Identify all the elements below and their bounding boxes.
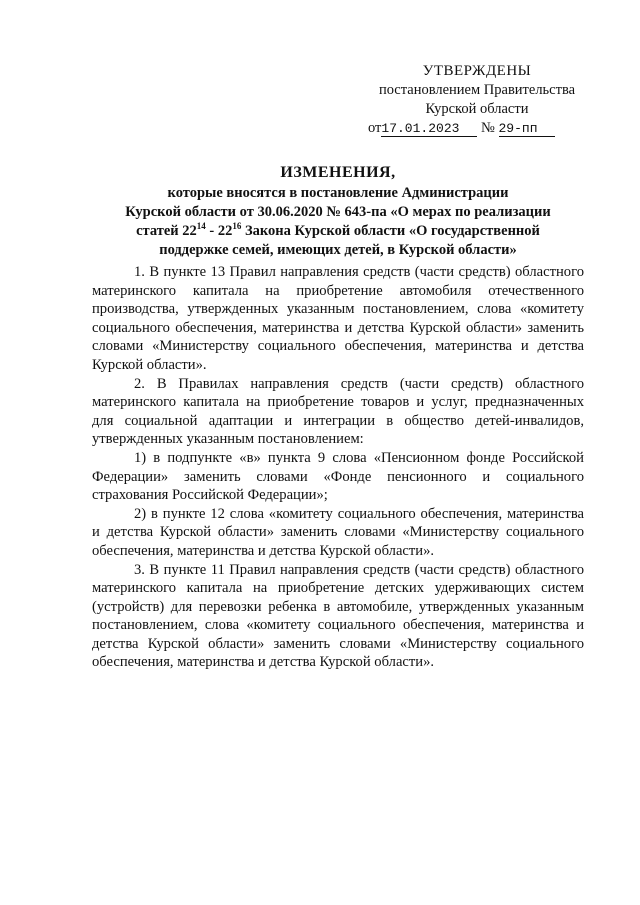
date-prefix: от <box>368 120 382 136</box>
paragraph-item-3: 3. В пункте 11 Правил направления средств (части средств) областного материнского капитала на приобретение детских удерживающих систем (устройств) для перевозки ребенка в автомобиле, утвержденных указанным постановлением, слова «комитету социального обеспечения, материнства и детства Курской области» заменить словами «Министерству социального обеспечения, материнства и детства Курской области». <box>92 561 584 671</box>
approval-date-line <box>362 119 592 138</box>
subtitle-line-4: поддержке семей, имеющих детей, в Курской области» <box>159 242 517 258</box>
subtitle-line-2: Курской области от 30.06.2020 № 643-па «О мерах по реализации <box>125 204 551 220</box>
subtitle-line-3 <box>92 222 584 241</box>
approval-number: 29-пп <box>499 121 555 137</box>
subtitle-line-3-part-1: статей 22 <box>136 223 197 239</box>
document-heading <box>92 162 584 260</box>
approval-line-1: постановлением Правительства <box>378 82 576 98</box>
article-superscript-start: 14 <box>196 221 206 232</box>
document-body <box>92 263 584 672</box>
approval-line-2: Курской области <box>425 101 529 117</box>
article-superscript-end: 16 <box>232 221 242 232</box>
paragraph-subitem-2: 2) в пункте 12 слова «комитету социального обеспечения, материнства и детства Курской области» заменить словами «Министерству социального обеспечения, материнства и детства Курской области». <box>92 505 584 559</box>
approval-date: 17.01.2023 <box>381 121 477 137</box>
document-title: ИЗМЕНЕНИЯ, <box>280 164 396 181</box>
subtitle-line-3-part-3: Закона Курской области «О государственной <box>241 223 540 239</box>
paragraph-subitem-1: 1) в подпункте «в» пункта 9 слова «Пенсионном фонде Российской Федерации» заменить словами «Фонде пенсионного и социального страхования Российской Федерации»; <box>92 449 584 504</box>
paragraph-item-2: 2. В Правилах направления средств (части средств) областного материнского капитала на приобретение товаров и услуг, предназначенных для социальной адаптации и интеграции в общество детей-инвалидов, утвержденных указанным постановлением: <box>92 375 584 448</box>
document-subtitle <box>92 184 584 260</box>
subtitle-line-3-part-2: - 22 <box>205 223 233 239</box>
approval-heading: УТВЕРЖДЕНЫ <box>422 63 532 79</box>
paragraph-item-1: 1. В пункте 13 Правил направления средств (части средств) областного материнского капитала на приобретение автомобиля отечественного производства, утвержденных указанным постановлением, слова «комитету социального обеспечения, материнства и детства Курской области» заменить словами «Министерству социального обеспечения, материнства и детства Курской области». <box>92 264 584 373</box>
number-prefix: № <box>481 120 495 136</box>
subtitle-line-1: которые вносятся в постановление Администрации <box>167 185 509 201</box>
approval-stamp <box>362 62 592 138</box>
